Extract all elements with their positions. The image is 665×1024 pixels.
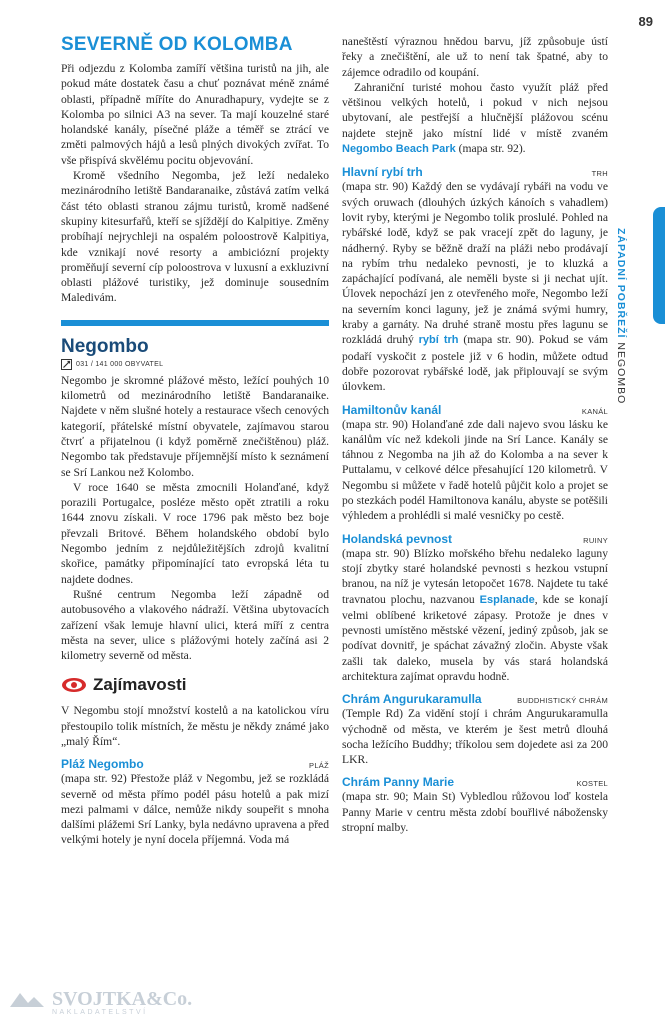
town-paragraph: Negombo je skromné plážové město, ležící pouhých 10 kilometrů od mezinárodního letiště Bandaranaike. Najdete v něm slušné hotely a restaurace všech cenových kategorií, přátelské místní obyvatele, zajímavou starou čtvrť a přijatelnou (i když poměrně znečištěnou) pláž. Negombo tak představuje příjemnější místo k seznámení se Srí Lankou než Kolombo. bbox=[61, 373, 329, 479]
entry-text: (Temple Rd) Za vidění stojí i chrám Angurukaramulla východně od města, ve kterém je šest metrů dlouhá socha ležícího Buddhy; tříkolou sem dojedete asi za 200 LKR. bbox=[342, 707, 608, 767]
phone-icon bbox=[61, 359, 72, 370]
entry-fort bbox=[342, 532, 608, 685]
beach-park-link: Negombo Beach Park bbox=[342, 143, 456, 156]
entry-category: KOSTEL bbox=[576, 779, 608, 789]
entry-canal bbox=[342, 403, 608, 524]
section-divider bbox=[61, 320, 329, 326]
entry-text: (mapa str. 90; Main St) Vybledlou růžovou loď kostela Panny Marie v centru města zdobí bouřlivé nábožensky stropní malby. bbox=[342, 790, 608, 835]
intro-paragraph-2: Kromě všedního Negomba, jež leží nedaleko mezinárodního letiště Bandaranaike, zůstává zatím velká část této oblasti stranou zájmu turistů, kromě nadšené skupiny kitesurfařů, kteří se sjíždějí do Kalpitiye. Změny probíhají nejrychleji na ospalém poloostrově Kalpitiya, kde vznikají nové resorty a ambiciózní projekty proměňují severní cíp poloostrova v luxusní a exkluzivní oblasti plážové turistiky, jež dominuje sousedním Maledivám. bbox=[61, 169, 329, 305]
town-title: Negombo bbox=[61, 335, 149, 357]
publisher-subtitle: NAKLADATELSTVÍ bbox=[52, 1009, 148, 1016]
esplanade-link: Esplanade bbox=[479, 593, 535, 606]
entry-title: Hamiltonův kanál bbox=[342, 402, 442, 417]
sights-title: Zajímavosti bbox=[93, 675, 187, 695]
eye-icon bbox=[61, 677, 87, 693]
entry-text: (mapa str. 90) Blízko mořského břehu nedaleko laguny stojí zbytky staré holandské pevnosti s hezkou vstupní branou, na níž je vytesán letopočet 1678. Najdete tu také travnatou plochu, nazvanou Esplanade, kde se konají velmi oblíbené kriketové zápasy. Protože je dnes v pevnosti umístěno městské vězení, jediný způsob, jak se podívat dovnitř, je spáchat závažný zločin. Abyste však zašli tak daleko, musela by vás stará holandská architektura zajímat opravdu hodně. bbox=[342, 546, 608, 683]
fish-market-link: rybí trh bbox=[418, 334, 459, 347]
entry-title: Holandská pevnost bbox=[342, 531, 453, 546]
entry-title: Hlavní rybí trh bbox=[342, 165, 423, 180]
entry-category: PLÁŽ bbox=[309, 761, 329, 771]
center-paragraph: Rušné centrum Negomba leží západně od autobusového a vlakového nádraží. Většina ubytovacích zařízení však lemuje hlavní ulici, která míří z centra města na sever, ulice s plážovými hotely začíná asi 2 kilometry severně od města. bbox=[61, 587, 329, 663]
beach-park-paragraph: Zahraniční turisté mohou často využít pláž před většinou velkých hotelů, i pokud v nich nejsou ubytovaní, ale pestřejší a hlučnější plážovou scénu najdete stejně jako místní lidé v místě zvaném Negombo Beach Park (mapa str. 92). bbox=[342, 80, 608, 156]
right-column bbox=[342, 34, 608, 835]
publisher-name: SVOJTKA&Co. bbox=[52, 988, 193, 1010]
publisher-mark-icon bbox=[8, 989, 46, 1011]
side-chapter-label: ZÁPADNÍ POBŘEŽÍ NEGOMBO bbox=[615, 228, 627, 405]
entry-text: (mapa str. 92) Přestože pláž v Negombu, jež se rozkládá severně od města přímo podél pásu hotelů a pak mizí mezi palmami v dálce, nemůže nikdy soupeřit s mnoha dalšími plážemi Srí Lanky, byla nedávno upravena a před velkými hotely je nyní docela příjemná. Voda má bbox=[61, 772, 329, 847]
population-line bbox=[61, 359, 329, 370]
entry-title: Chrám Panny Marie bbox=[342, 775, 455, 790]
entry-category: BUDDHISTICKÝ CHRÁM bbox=[517, 696, 608, 706]
intro-paragraph: Při odjezdu z Kolomba zamíří většina turistů na jih, ale pokud máte dostatek času a chuť poznávat méně známé oblasti, případně míříte do Anuradhapury, vydejte se z Kolomba po silnici A3 na sever. Ta mají kouzelné staré holandské kanály, písečné pláže a téměř se ztrácí ve změti palmových hájů a lesů plných divokých zvířat. To vše přispívá skvělému pocitu objevování. bbox=[61, 62, 329, 167]
entry-church bbox=[342, 775, 608, 835]
entry-temple bbox=[342, 692, 608, 767]
entry-text: (mapa str. 90) Každý den se vydávají rybáři na vodu ve svých oruwach (dlouhých úzkých kánoích s vahadlem) lovit ryby, kterými je Negombo tolik proslulé. Pohled na rybářské lodě, když se pak vracejí zpět do laguny, je nádherný. Ryby se běžně draží na pláži nebo prodávají na rybím trhu nedaleko pevnosti, je to kluzká a zapáchající podívaná, ale neměli byste si ji nechat ujít. Úlovek nepochází jen z otevřeného moře, Negombo leží na severním konci laguny, jež je známá svými humry, kraby a garnáty. Na druhé straně mostu přes lagunu se rozkládá druhý rybí trh (mapa str. 90). Pokud se vám podaří vyskočit z postele již v 6 hodin, můžete odtud dobře pozorovat rybářské lodě, jak připlouvají se svým úlovkem. bbox=[342, 180, 608, 394]
entry-market bbox=[342, 165, 608, 394]
population-text: 031 / 141 000 OBYVATEL bbox=[76, 360, 164, 368]
entry-category: RUINY bbox=[583, 535, 608, 545]
entry-beach bbox=[61, 757, 329, 847]
left-column bbox=[61, 34, 329, 848]
continued-paragraph: naneštěstí výraznou hnědou barvu, jíž způsobuje ústí řeky a znečištění, ale už to není tak špatné, aby to zájemce odradilo od koupání. bbox=[342, 35, 608, 79]
chapter-tab bbox=[653, 207, 665, 324]
entry-category: TRH bbox=[591, 169, 608, 179]
entry-title: Chrám Angurukaramulla bbox=[342, 692, 482, 707]
entry-category: KANÁL bbox=[581, 406, 608, 416]
section-heading: SEVERNĚ OD KOLOMBA bbox=[61, 34, 293, 55]
page-number: 89 bbox=[638, 14, 653, 29]
sights-heading bbox=[61, 675, 329, 695]
entry-text: (mapa str. 90) Holanďané zde dali najevo svou lásku ke kanálům víc než kdekoli jinde na Srí Lance. Kanály se táhnou z Negomba na jih až do Kolomba a na sever k Puttalamu, v celkové délce přesahující 120 kilometrů. V Negombu si můžete v řadě hotelů půjčit kolo a projet se po stezkách podél Hamiltonova kanálu, abyste se potěšili výhledem a prohlédli si malé vesničky po cestě. bbox=[342, 417, 608, 523]
sights-paragraph: V Negombu stojí množství kostelů a na katolickou víru přestoupilo tolik místních, že městu je někdy známé jako „malý Řím“. bbox=[61, 704, 329, 748]
history-paragraph: V roce 1640 se města zmocnili Holanďané, když porazili Portugalce, posléze město opět ztratili a roku 1644 znovu získali. V roce 1796 pak město bez boje převzali Britové. Během holandského období bylo Negombo jedním z nejdůležitějších zdrojů kvalitní skořice, památky připomínající tato evropská léta tu najdete dodnes. bbox=[61, 480, 329, 586]
entry-title: Pláž Negombo bbox=[61, 757, 144, 772]
publisher-logo bbox=[8, 989, 192, 1016]
